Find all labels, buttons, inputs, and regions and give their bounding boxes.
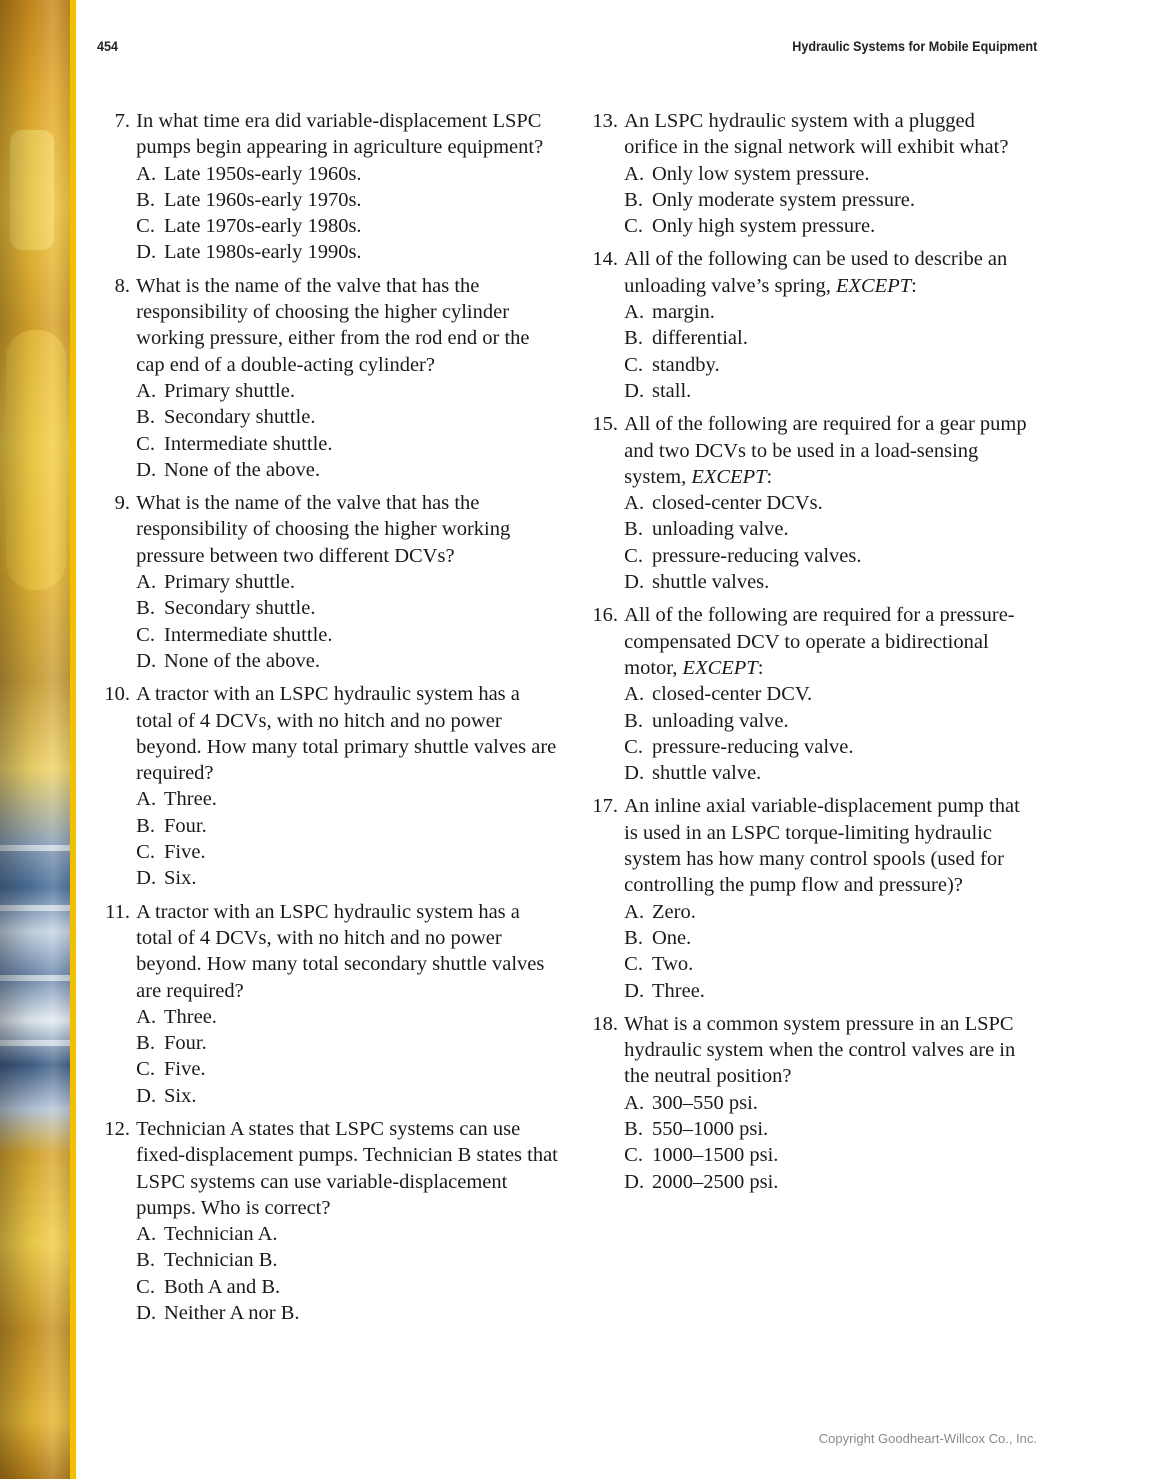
question-number: 8.	[114, 274, 130, 297]
question-suffix: :	[757, 656, 764, 679]
option-text: Intermediate shuttle.	[164, 623, 333, 646]
question-text-main: In what time era did variable-displacement LSPC pumps begin appearing in agriculture equipment?	[136, 110, 544, 159]
option-text: Intermediate shuttle.	[164, 432, 333, 455]
option-text: closed-center DCV.	[652, 683, 813, 706]
option-letter: A.	[136, 1005, 157, 1028]
question-stem	[582, 108, 1032, 161]
question-stem	[94, 1116, 559, 1221]
answer-option	[130, 161, 559, 187]
option-letter: C.	[624, 544, 643, 567]
option-text: shuttle valve.	[652, 762, 762, 785]
question-stem	[582, 602, 1032, 681]
question-text-main: A tractor with an LSPC hydraulic system has a total of 4 DCVs, with no hitch and no power beyond. How many total secondary shuttle valves are required?	[136, 900, 545, 1002]
option-text: Secondary shuttle.	[164, 597, 316, 620]
option-text: 550–1000 psi.	[652, 1117, 769, 1140]
answer-options	[130, 1004, 559, 1109]
answer-option	[130, 378, 559, 404]
option-text: Late 1960s-early 1970s.	[164, 188, 362, 211]
answer-option	[130, 213, 559, 239]
option-text: Only high system pressure.	[652, 215, 876, 238]
question-stem	[94, 490, 559, 569]
answer-options	[130, 1221, 559, 1326]
option-letter: C.	[136, 1275, 155, 1298]
question-number: 13.	[592, 110, 618, 132]
running-head: Hydraulic Systems for Mobile Equipment	[791, 38, 1037, 54]
answer-options	[618, 899, 1032, 1004]
question-text	[130, 108, 559, 161]
decorative-side-image	[0, 0, 76, 1479]
decorative-shade	[0, 0, 76, 1479]
question-text	[130, 1116, 559, 1221]
option-text: 2000–2500 psi.	[652, 1170, 779, 1193]
option-text: Primary shuttle.	[164, 571, 295, 594]
answer-option	[130, 431, 559, 457]
question-text-main: What is a common system pressure in an LSPC hydraulic system when the control valves are in the neutral position?	[624, 1012, 1016, 1088]
question-9	[94, 490, 559, 674]
answer-option	[130, 786, 559, 812]
answer-option	[618, 187, 1032, 213]
answer-option	[130, 239, 559, 265]
question-stem	[582, 793, 1032, 898]
answer-option	[130, 404, 559, 430]
question-text	[130, 273, 559, 378]
left-column	[94, 108, 559, 1333]
option-letter: A.	[136, 571, 157, 594]
option-text: Both A and B.	[164, 1275, 281, 1298]
option-letter: B.	[136, 1032, 155, 1055]
question-11	[94, 899, 559, 1109]
option-letter: D.	[136, 649, 157, 672]
answer-option	[618, 161, 1032, 187]
question-text	[618, 411, 1032, 490]
option-letter: D.	[624, 571, 645, 594]
question-text	[130, 681, 559, 786]
except-emphasis: EXCEPT	[682, 656, 758, 679]
answer-option	[618, 899, 1032, 925]
question-stem	[94, 899, 559, 1004]
option-letter: D.	[624, 979, 645, 1002]
option-letter: B.	[136, 597, 155, 620]
option-text: Late 1980s-early 1990s.	[164, 241, 362, 264]
answer-option	[130, 839, 559, 865]
answer-option	[618, 925, 1032, 951]
copyright-notice: Copyright Goodheart-Willcox Co., Inc.	[818, 1431, 1037, 1446]
page-number: 454	[97, 38, 119, 54]
answer-option	[130, 1221, 559, 1247]
option-text: unloading valve.	[652, 709, 789, 732]
option-text: Technician A.	[164, 1223, 278, 1246]
option-text: Late 1970s-early 1980s.	[164, 215, 362, 238]
answer-option	[130, 569, 559, 595]
question-stem	[582, 1011, 1032, 1090]
option-text: Only moderate system pressure.	[652, 188, 916, 211]
question-10	[94, 681, 559, 891]
option-letter: B.	[136, 406, 155, 429]
answer-option	[618, 352, 1032, 378]
option-letter: A.	[624, 1091, 645, 1114]
option-letter: A.	[624, 162, 645, 185]
option-letter: C.	[136, 432, 155, 455]
question-text-main: All of the following are required for a pressure-compensated DCV to operate a bidirectional motor,	[624, 604, 1015, 679]
option-letter: B.	[624, 518, 643, 541]
question-18	[582, 1011, 1032, 1195]
option-letter: D.	[136, 1302, 157, 1325]
except-emphasis: EXCEPT	[691, 465, 767, 488]
answer-option	[618, 760, 1032, 786]
question-number: 9.	[114, 492, 130, 515]
question-number: 14.	[592, 248, 618, 271]
question-15	[582, 411, 1032, 595]
option-text: 300–550 psi.	[652, 1091, 758, 1114]
option-text: 1000–1500 psi.	[652, 1144, 779, 1167]
option-letter: D.	[136, 458, 157, 481]
question-number: 11.	[105, 900, 130, 923]
answer-option	[618, 325, 1032, 351]
answer-option	[130, 1056, 559, 1082]
question-stem	[94, 273, 559, 378]
question-suffix: :	[911, 274, 917, 297]
option-letter: A.	[624, 301, 645, 324]
answer-option	[618, 681, 1032, 707]
question-stem	[94, 108, 559, 161]
answer-options	[130, 786, 559, 891]
option-letter: A.	[136, 1223, 157, 1246]
answer-option	[130, 648, 559, 674]
option-letter: C.	[624, 215, 643, 238]
option-letter: D.	[136, 867, 157, 890]
option-text: One.	[652, 926, 692, 949]
option-text: unloading valve.	[652, 518, 789, 541]
answer-option	[618, 1169, 1032, 1195]
option-letter: D.	[624, 379, 645, 402]
answer-option	[130, 622, 559, 648]
question-text	[618, 246, 1032, 299]
question-stem	[582, 411, 1032, 490]
question-text	[618, 602, 1032, 681]
option-text: Zero.	[652, 900, 696, 923]
option-letter: C.	[136, 841, 155, 864]
option-letter: D.	[136, 1084, 157, 1107]
answer-options	[618, 299, 1032, 404]
option-letter: C.	[624, 953, 643, 976]
question-text	[618, 1011, 1032, 1090]
option-text: Technician B.	[164, 1249, 278, 1272]
option-letter: B.	[136, 814, 155, 837]
option-text: Neither A nor B.	[164, 1302, 300, 1325]
answer-options	[618, 161, 1032, 240]
question-number: 10.	[104, 683, 130, 706]
answer-options	[130, 161, 559, 266]
option-text: differential.	[652, 327, 748, 350]
answer-option	[618, 734, 1032, 760]
option-letter: B.	[624, 926, 643, 949]
option-text: Four.	[164, 814, 207, 837]
answer-options	[618, 1090, 1032, 1195]
question-text-main: What is the name of the valve that has the responsibility of choosing the higher cylinder working pressure, either from the rod end or the cap end of a double-acting cylinder?	[136, 274, 530, 376]
question-stem	[94, 681, 559, 786]
option-letter: B.	[136, 1249, 155, 1272]
option-letter: C.	[136, 623, 155, 646]
question-text-main: Technician A states that LSPC systems can use fixed-displacement pumps. Technician B states that LSPC systems can use variable-displacement pumps. Who is correct?	[136, 1117, 558, 1219]
question-text-main: What is the name of the valve that has the responsibility of choosing the higher working pressure between two different DCVs?	[136, 492, 511, 567]
option-text: Four.	[164, 1032, 207, 1055]
question-text-main: An LSPC hydraulic system with a plugged orifice in the signal network will exhibit what?	[624, 110, 1009, 159]
question-text-main: An inline axial variable-displacement pump that is used in an LSPC torque-limiting hydraulic system has how many control spools (used for controlling the pump flow and pressure)?	[624, 795, 1020, 897]
answer-options	[130, 569, 559, 674]
option-letter: D.	[624, 1170, 645, 1193]
option-text: Three.	[164, 1005, 217, 1028]
answer-option	[618, 213, 1032, 239]
question-16	[582, 602, 1032, 786]
option-text: Secondary shuttle.	[164, 406, 316, 429]
question-8	[94, 273, 559, 483]
answer-option	[130, 1004, 559, 1030]
question-number: 18.	[592, 1012, 618, 1035]
answer-option	[130, 187, 559, 213]
answer-option	[130, 813, 559, 839]
option-text: stall.	[652, 379, 692, 402]
option-letter: C.	[624, 353, 643, 376]
question-number: 17.	[592, 795, 618, 818]
option-text: standby.	[652, 353, 720, 376]
question-text-main: All of the following are required for a gear pump and two DCVs to be used in a load-sensing system,	[624, 413, 1027, 488]
option-text: Six.	[164, 1084, 197, 1107]
option-text: None of the above.	[164, 458, 320, 481]
option-letter: C.	[136, 215, 155, 238]
answer-option	[618, 378, 1032, 404]
answer-option	[618, 1090, 1032, 1116]
question-17	[582, 793, 1032, 1003]
question-suffix: :	[766, 465, 773, 488]
option-text: pressure-reducing valves.	[652, 544, 862, 567]
question-number: 7.	[114, 110, 130, 132]
answer-option	[130, 595, 559, 621]
answer-option	[618, 708, 1032, 734]
answer-options	[618, 681, 1032, 786]
option-text: shuttle valves.	[652, 571, 770, 594]
option-letter: B.	[624, 327, 643, 350]
option-letter: D.	[624, 762, 645, 785]
option-text: None of the above.	[164, 649, 320, 672]
option-letter: B.	[624, 188, 643, 211]
answer-option	[618, 1142, 1032, 1168]
option-letter: B.	[624, 709, 643, 732]
question-text	[130, 490, 559, 569]
option-text: Late 1950s-early 1960s.	[164, 162, 362, 185]
option-text: Five.	[164, 1058, 206, 1081]
accent-rule	[70, 0, 76, 1479]
answer-option	[130, 865, 559, 891]
question-text	[618, 108, 1032, 161]
answer-option	[618, 1116, 1032, 1142]
question-stem	[582, 246, 1032, 299]
question-text	[130, 899, 559, 1004]
question-13	[582, 108, 1032, 239]
option-letter: A.	[136, 162, 157, 185]
option-text: Three.	[164, 788, 217, 811]
option-letter: C.	[624, 1144, 643, 1167]
option-text: Three.	[652, 979, 705, 1002]
option-letter: A.	[136, 379, 157, 402]
option-letter: A.	[624, 492, 645, 515]
answer-option	[130, 457, 559, 483]
question-text-main: A tractor with an LSPC hydraulic system has a total of 4 DCVs, with no hitch and no power beyond. How many total primary shuttle valves are required?	[136, 683, 557, 785]
answer-option	[130, 1274, 559, 1300]
question-number: 12.	[104, 1117, 130, 1140]
question-number: 15.	[592, 413, 618, 436]
option-letter: D.	[136, 241, 157, 264]
question-text	[618, 793, 1032, 898]
answer-option	[618, 951, 1032, 977]
answer-option	[618, 299, 1032, 325]
option-text: margin.	[652, 301, 715, 324]
question-number: 16.	[592, 604, 618, 627]
question-7	[94, 108, 559, 266]
option-text: pressure-reducing valve.	[652, 735, 854, 758]
option-letter: A.	[136, 788, 157, 811]
answer-option	[618, 490, 1032, 516]
answer-options	[130, 378, 559, 483]
answer-option	[618, 543, 1032, 569]
question-12	[94, 1116, 559, 1326]
answer-option	[130, 1030, 559, 1056]
answer-option	[130, 1083, 559, 1109]
option-text: Five.	[164, 841, 206, 864]
option-letter: A.	[624, 900, 645, 923]
except-emphasis: EXCEPT	[835, 274, 912, 297]
option-text: Six.	[164, 867, 197, 890]
option-letter: B.	[624, 1117, 643, 1140]
answer-option	[130, 1300, 559, 1326]
option-text: Two.	[652, 953, 694, 976]
option-text: Primary shuttle.	[164, 379, 295, 402]
answer-option	[130, 1247, 559, 1273]
answer-options	[618, 490, 1032, 595]
question-14	[582, 246, 1032, 404]
option-letter: A.	[624, 683, 645, 706]
answer-option	[618, 569, 1032, 595]
option-letter: C.	[624, 735, 643, 758]
option-text: closed-center DCVs.	[652, 492, 823, 515]
question-text-main: All of the following can be used to describe an unloading valve’s spring,	[624, 248, 1008, 297]
option-letter: B.	[136, 188, 155, 211]
answer-option	[618, 516, 1032, 542]
option-letter: C.	[136, 1058, 155, 1081]
right-column	[582, 108, 1032, 1202]
answer-option	[618, 978, 1032, 1004]
option-text: Only low system pressure.	[652, 162, 870, 185]
